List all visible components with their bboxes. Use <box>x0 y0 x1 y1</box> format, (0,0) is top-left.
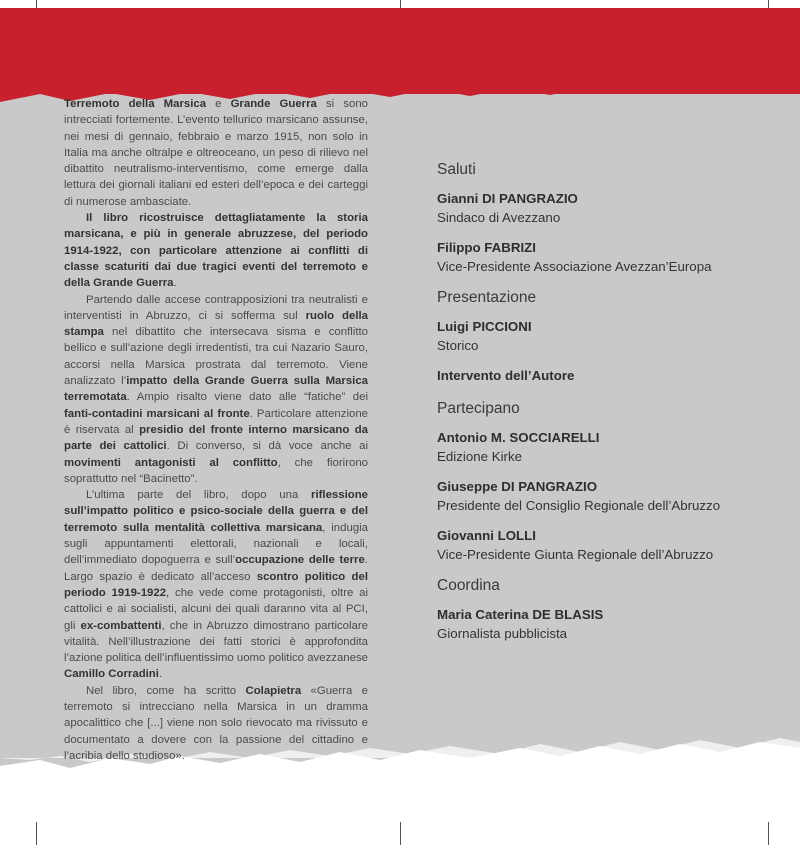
section-title: Partecipano <box>437 400 520 417</box>
section-title: Coordina <box>437 577 500 594</box>
speaker-name: Maria Caterina DE BLASIS <box>437 607 604 622</box>
highlight-text: impatto della Grande Guerra sulla Marsica terremotata <box>64 375 368 404</box>
speaker <box>437 190 767 227</box>
speaker-role: Edizione Kirke <box>437 449 522 464</box>
speaker <box>437 527 767 564</box>
highlight-text: presidio del fronte interno marsicano da parte dei cattolici <box>64 423 369 453</box>
speaker-name: Luigi PICCIONI <box>437 319 532 334</box>
speaker <box>437 606 767 643</box>
section-title: Presentazione <box>437 289 537 306</box>
speaker <box>437 478 767 515</box>
speaker <box>437 367 767 385</box>
highlight-text: riflessione sull’impatto politico e psico-sociale della guerra e del terremoto sulla mentalità collettiva marsicana <box>64 489 368 534</box>
speaker-role: Vice-Presidente Associazione Avezzan’Europa <box>437 259 712 274</box>
speaker-role: Sindaco di Avezzano <box>437 210 561 225</box>
highlight-text: fanti-contadini marsicani al fronte <box>64 407 250 420</box>
section-partecipano <box>437 399 767 564</box>
body-text: nel dibattito che intersecava sisma e conflitto bellico e sull’azione degli irredentisti, tra cui Nazario Sauro, accorsi nella Marsica prostrata dal terremoto. Viene analizzato l’ <box>64 326 368 388</box>
highlight-text: ruolo della stampa <box>64 309 368 339</box>
highlight-text: movimenti antagonisti al conflitto <box>64 456 278 469</box>
body-text: L’ultima parte del libro, dopo una <box>86 489 312 502</box>
highlight-text: Grande Guerra <box>230 98 317 110</box>
highlight-text: Terremoto della Marsica <box>64 98 207 110</box>
body-text: . Ampio risalto viene dato alle “fatiche” dei <box>126 391 368 404</box>
body-text: . <box>173 277 177 290</box>
section-coordina <box>437 576 767 643</box>
section-presentazione <box>437 288 767 385</box>
highlight-text: occupazione delle terre <box>235 554 365 567</box>
body-text: , che in Abruzzo dimostrano particolare vitalità. Nell’illustrazione dei fatti storici è approfondita l’azione politica dell’influentissimo uomo politico avezzanese <box>64 619 369 665</box>
speaker-role: Vice-Presidente Giunta Regionale dell’Abruzzo <box>437 547 714 562</box>
speaker <box>437 429 767 466</box>
crop-mark <box>768 822 769 845</box>
speaker-name: Filippo FABRIZI <box>437 240 536 255</box>
program <box>437 160 767 655</box>
body-text: Partendo dalle accese contrapposizioni tra neutralisti e interventisti in Abruzzo, ci si sofferma sul <box>64 293 368 322</box>
speaker-name: Antonio M. SOCCIARELLI <box>437 430 600 445</box>
highlight-text: scontro politico del periodo 1919-1922 <box>64 570 368 599</box>
body-text: . <box>158 668 163 681</box>
speaker-name: Intervento dell’Autore <box>437 368 575 383</box>
speaker-role: Presidente del Consiglio Regionale dell’Abruzzo <box>437 498 721 513</box>
body-text: e <box>206 98 231 110</box>
body-text: si sono intrecciati fortemente. L’evento tellurico marsicano assunse, nei mesi di gennaio, febbraio e marzo 1915, non solo in Italia ma anche oltralpe e oltreoceano, un peso di rilievo nel dibattito neutralismo-interventismo, come emerge dalla lettura dei giornali italiani ed esteri dell’epoca e dei carteggi di numerose ambasciate. <box>64 98 368 208</box>
body-text: «Guerra e terremoto si intrecciano nella Marsica in un dramma apocalittico che [...] viene non solo rievocato ma rivissuto e documentato a dovere con la passione del cittadino e l’acribia dello studioso». <box>64 684 369 762</box>
speaker-role: Storico <box>437 338 479 353</box>
paragraph-1 <box>64 96 368 210</box>
speaker <box>437 318 767 355</box>
crop-mark <box>36 822 37 845</box>
paragraph-3 <box>64 292 368 488</box>
body-text: . Largo spazio è dedicato all’acceso <box>64 554 368 583</box>
body-text: , indugia sugli appuntamenti elettorali, nazionali e locali, dell’immediato dopoguerra e sull’ <box>64 521 368 567</box>
body-text: . Particolare attenzione è riservata al <box>64 407 368 436</box>
paragraph-4 <box>64 487 368 683</box>
highlight-text: ex-combattenti <box>80 619 162 632</box>
book-description <box>64 96 368 764</box>
section-saluti <box>437 160 767 276</box>
highlight-text: Il libro ricostruisce dettagliatamente la storia marsicana, e più in generale abruzzese, del periodo 1914-1922, con particolare attenzione ai conflitti di classe scaturiti dai due tragici eventi del terremoto e della Grande Guerra <box>64 212 368 290</box>
highlight-text: Colapietra <box>245 684 302 697</box>
body-text: Nel libro, come ha scritto <box>86 684 246 697</box>
body-text: . Di converso, si dà voce anche ai <box>166 440 368 453</box>
speaker-name: Gianni DI PANGRAZIO <box>437 191 578 206</box>
speaker-name: Giuseppe DI PANGRAZIO <box>437 479 598 494</box>
body-text: , che fiorirono soprattutto nel “Bacinetto”. <box>64 456 368 485</box>
paragraph-2 <box>64 210 368 291</box>
body-text: , che vede come protagonisti, oltre ai cattolici e ai socialisti, alcuni dei quali daranno vita al PCI, gli <box>64 586 368 632</box>
paragraph-5 <box>64 683 368 764</box>
speaker <box>437 239 767 276</box>
crop-mark <box>400 822 401 845</box>
speaker-role: Giornalista pubblicista <box>437 626 568 641</box>
highlight-text: Camillo Corradini <box>64 668 159 681</box>
section-title: Saluti <box>437 161 476 178</box>
speaker-name: Giovanni LOLLI <box>437 528 536 543</box>
